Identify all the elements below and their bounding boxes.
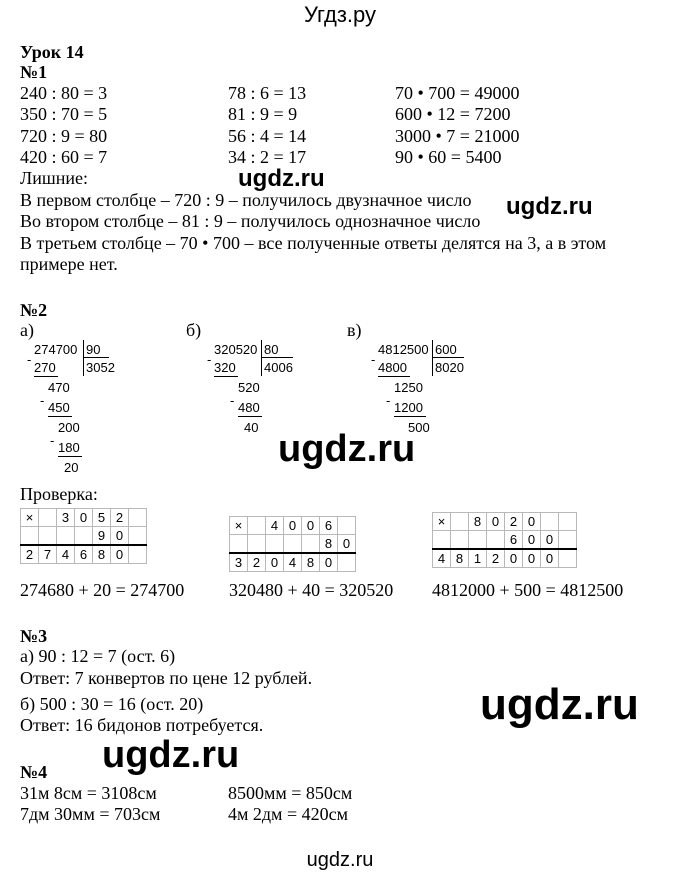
ex2-c-letter: в) xyxy=(347,320,362,340)
ex1-col1-line: 240 : 80 = 3 xyxy=(20,83,108,103)
ex2-b-step: 520 xyxy=(238,380,260,395)
ex2-b-divisor: 80 xyxy=(264,342,279,357)
watermark: ugdz.ru xyxy=(506,193,593,220)
ex1-col2-line: 78 : 6 = 13 xyxy=(228,83,307,103)
ex2-b-dividend: 320520 xyxy=(214,342,258,357)
ex4-right-line: 4м 2дм = 420см xyxy=(228,804,348,824)
lesson-title: Урок 14 xyxy=(20,42,84,62)
ex4-left-line: 31м 8см = 3108см xyxy=(20,783,157,803)
exercise-4-label: №4 xyxy=(20,762,48,782)
ex2-a-letter: а) xyxy=(20,320,34,340)
ex2-c-quotient: 8020 xyxy=(435,360,464,375)
check-table-2: × 4 0 0 6 8 0 3 2 0 4 8 0 xyxy=(229,516,356,572)
watermark: ugdz.ru xyxy=(278,428,416,470)
ex2-b-letter: б) xyxy=(186,320,202,340)
check-table-1: × 3 0 5 2 9 0 2 7 4 6 8 0 xyxy=(20,508,147,564)
ex1-col1-line: 720 : 9 = 80 xyxy=(20,126,108,146)
exercise-3-label: №3 xyxy=(20,626,48,646)
ex2-c-divisor: 600 xyxy=(435,342,457,357)
ex2-a-step: 180 xyxy=(58,440,80,455)
ex2-a-step: 450 xyxy=(48,400,70,415)
ex1-col3-line: 3000 • 7 = 21000 xyxy=(395,126,520,146)
ex1-col3-line: 70 • 700 = 49000 xyxy=(395,83,520,103)
ex2-b-step: 40 xyxy=(244,420,259,435)
ex2-c-dividend: 4812500 xyxy=(378,342,429,357)
ex2-a-step: 20 xyxy=(64,460,79,475)
ex2-c-step: 1250 xyxy=(394,380,423,395)
watermark: ugdz.ru xyxy=(102,734,240,776)
ex1-col2-line: 34 : 2 = 17 xyxy=(228,147,307,167)
ex4-left-line: 7дм 30мм = 703см xyxy=(20,804,161,824)
ex2-c-step: 1200 xyxy=(394,400,423,415)
ex1-extra-title: Лишние: xyxy=(20,168,88,188)
ex2-a-dividend: 274700 xyxy=(34,342,78,357)
site-header: Угдз.ру xyxy=(303,2,377,27)
ex1-col3-line: 600 • 12 = 7200 xyxy=(395,104,511,124)
ex1-extra-line: Во втором столбце – 81 : 9 – получилось однозначное число xyxy=(20,211,481,231)
watermark: ugdz.ru xyxy=(238,165,325,192)
ex2-a-quotient: 3052 xyxy=(86,360,115,375)
ex3-b-answer: Ответ: 16 бидонов потребуется. xyxy=(20,715,264,735)
ex2-b-step: 320 xyxy=(214,360,236,375)
ex1-extra-line: В первом столбце – 720 : 9 – получилось двузначное число xyxy=(20,190,472,210)
ex1-col1-line: 350 : 70 = 5 xyxy=(20,104,108,124)
exercise-2-label: №2 xyxy=(20,300,48,320)
ex4-right-line: 8500мм = 850см xyxy=(228,783,353,803)
ex2-a-step: 270 xyxy=(34,360,56,375)
ex2-c-step: 4800 xyxy=(378,360,407,375)
ex2-check-1-eq: 274680 + 20 = 274700 xyxy=(20,580,185,600)
ex3-a-answer: Ответ: 7 конвертов по цене 12 рублей. xyxy=(20,668,313,688)
ex1-col2-line: 56 : 4 = 14 xyxy=(228,126,307,146)
ex1-col1-line: 420 : 60 = 7 xyxy=(20,147,108,167)
ex2-check-title: Проверка: xyxy=(20,484,98,504)
ex3-b-expr: б) 500 : 30 = 16 (ост. 20) xyxy=(20,694,204,714)
exercise-1-label: №1 xyxy=(20,62,48,82)
ex2-check-3-eq: 4812000 + 500 = 4812500 xyxy=(432,580,624,600)
ex1-extra-line: В третьем столбце – 70 • 700 – все полученные ответы делятся на 3, а в этом xyxy=(20,233,607,253)
footer-watermark: ugdz.ru xyxy=(306,849,374,871)
ex3-a-expr: а) 90 : 12 = 7 (ост. 6) xyxy=(20,646,176,666)
check-table-3: × 8 0 2 0 6 0 0 4 8 1 2 0 0 0 xyxy=(432,512,577,568)
ex2-a-divisor: 90 xyxy=(86,342,101,357)
ex2-c-step: 500 xyxy=(408,420,430,435)
ex2-b-quotient: 4006 xyxy=(264,360,293,375)
ex1-extra-line: примере нет. xyxy=(20,254,118,274)
ex2-a-step: 200 xyxy=(58,420,80,435)
ex2-b-step: 480 xyxy=(238,400,260,415)
watermark: ugdz.ru xyxy=(480,680,639,729)
ex2-check-2-eq: 320480 + 40 = 320520 xyxy=(229,580,394,600)
ex1-col3-line: 90 • 60 = 5400 xyxy=(395,147,502,167)
ex2-a-step: 470 xyxy=(48,380,70,395)
ex1-col2-line: 81 : 9 = 9 xyxy=(228,104,298,124)
